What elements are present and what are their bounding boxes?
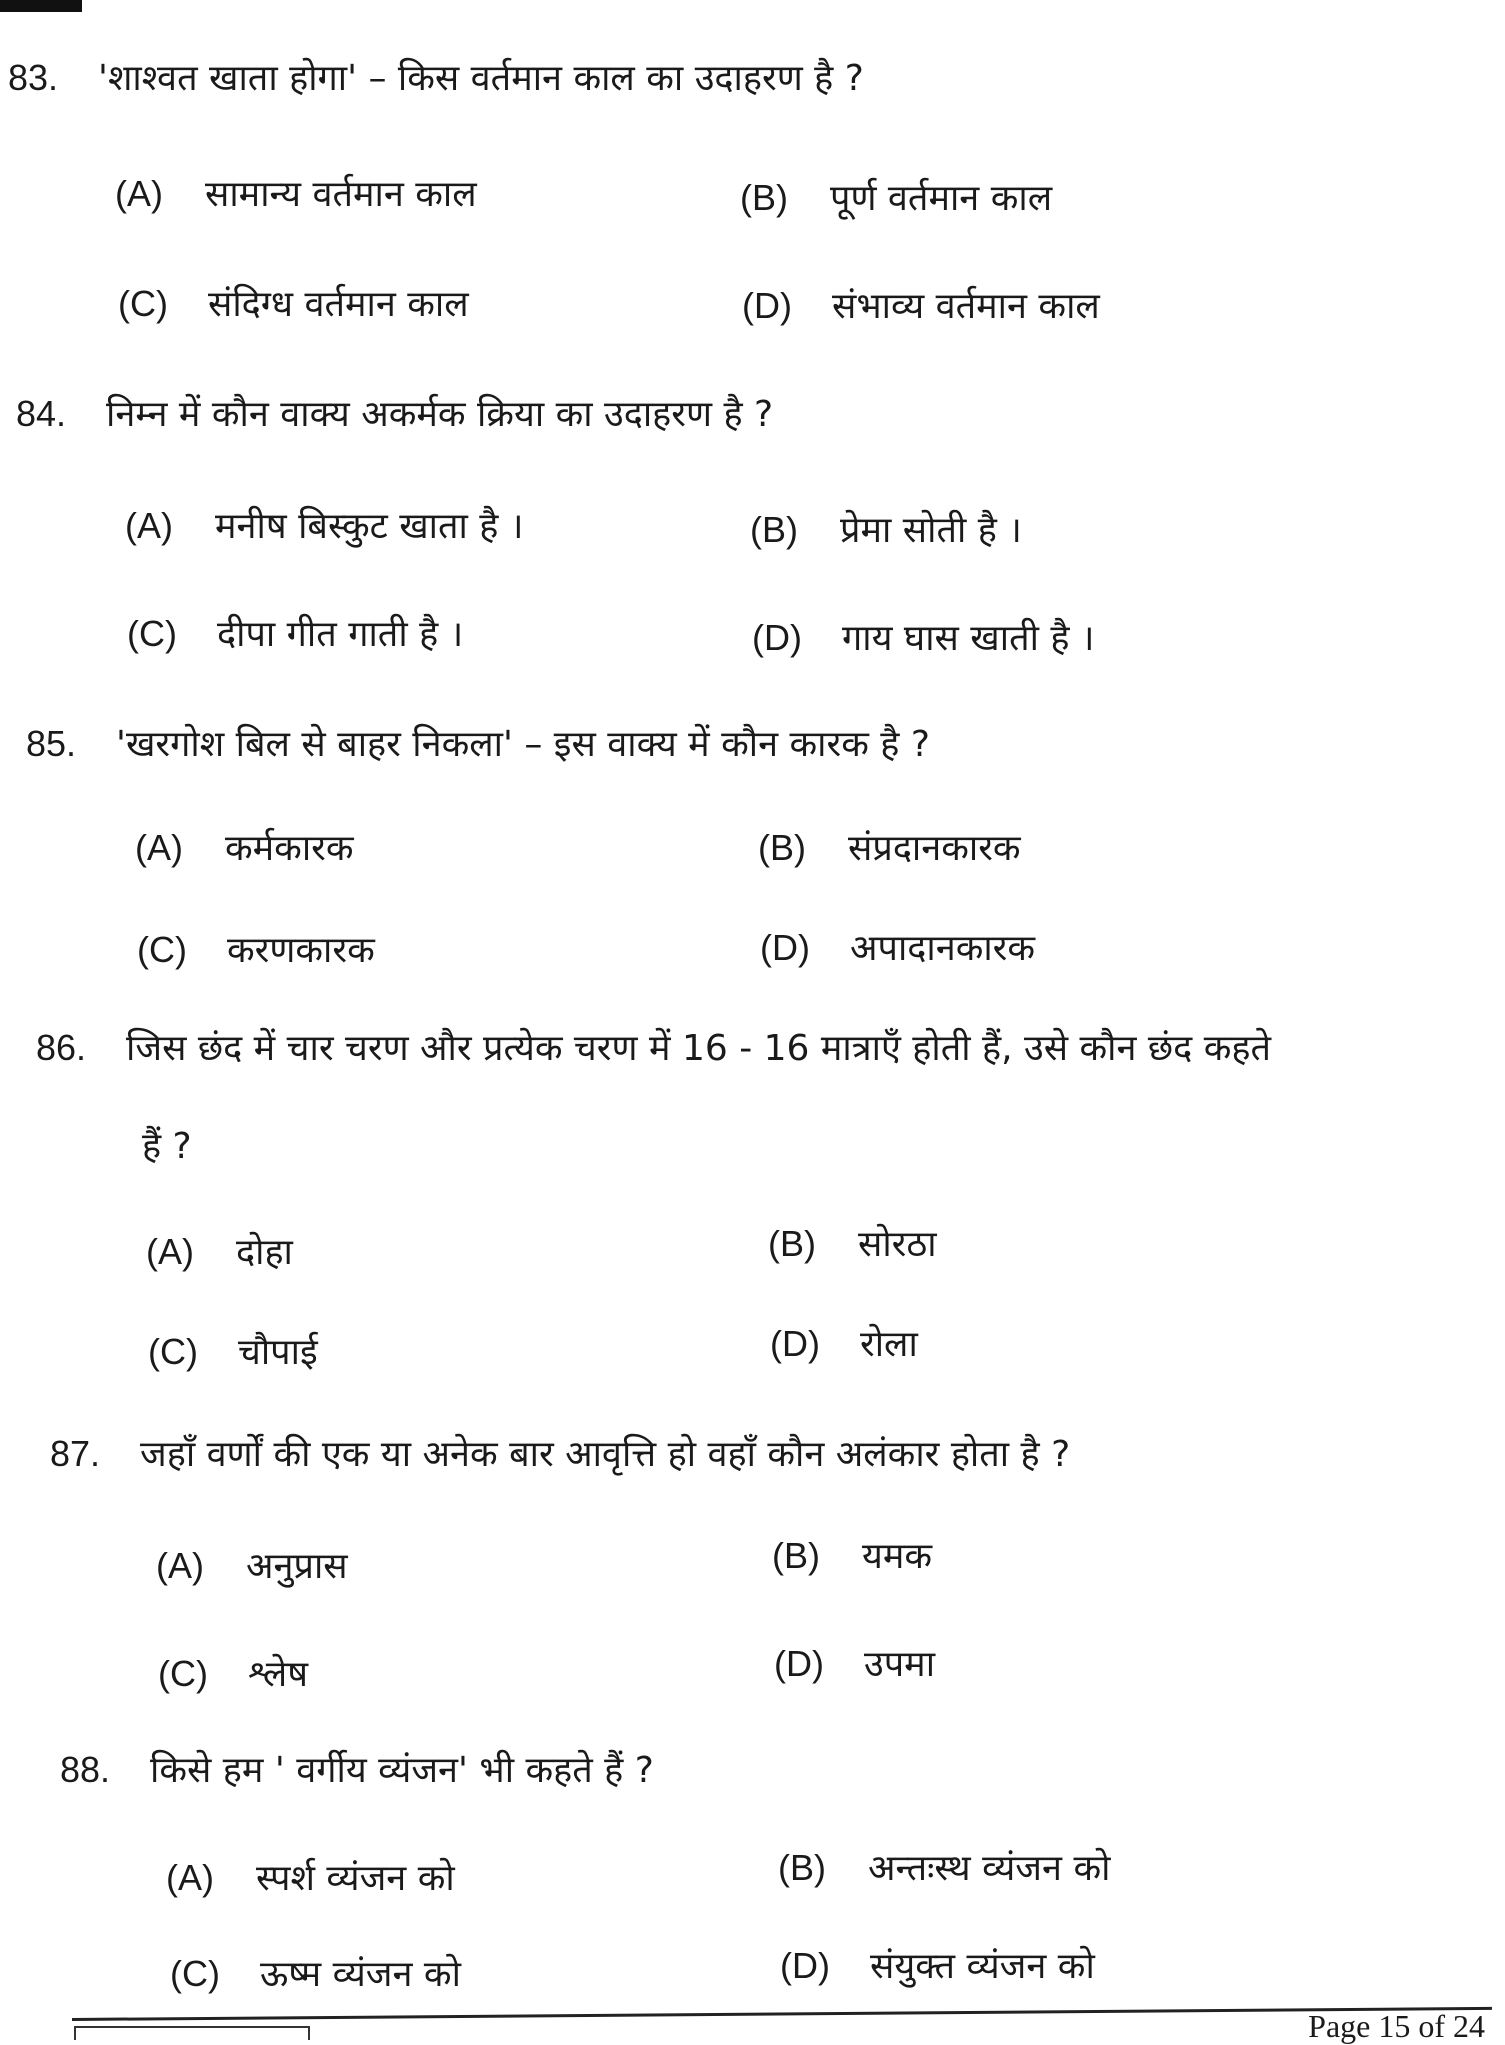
question-85: 85. 'खरगोश बिल से बाहर निकला' – इस वाक्य में कौन कारक है ?: [26, 723, 930, 765]
footer-box: [74, 2026, 310, 2040]
q83-option-c: (C) संदिग्ध वर्तमान काल: [118, 283, 469, 325]
question-88: 88. किसे हम ' वर्गीय व्यंजन' भी कहते हैं ?: [60, 1749, 654, 1791]
question-86-continued: हैं ?: [142, 1126, 192, 1167]
page-number: Page 15 of 24: [1308, 2008, 1485, 2044]
q87-option-d: (D) उपमा: [774, 1643, 936, 1685]
q87-option-c: (C) श्लेष: [158, 1653, 309, 1695]
q87-option-b: (B) यमक: [772, 1535, 933, 1577]
q86-option-b: (B) सोरठा: [768, 1223, 937, 1265]
q88-option-b: (B) अन्तःस्थ व्यंजन को: [778, 1847, 1111, 1889]
question-83: 83. 'शाश्वत खाता होगा' – किस वर्तमान काल का उदाहरण है ?: [8, 57, 864, 99]
q88-option-d: (D) संयुक्त व्यंजन को: [780, 1945, 1095, 1987]
q84-option-c: (C) दीपा गीत गाती है ।: [127, 613, 464, 655]
q85-option-b: (B) संप्रदानकारक: [758, 827, 1021, 869]
q86-option-a: (A) दोहा: [146, 1231, 293, 1273]
q84-option-a: (A) मनीष बिस्कुट खाता है ।: [125, 505, 524, 547]
q85-option-d: (D) अपादानकारक: [760, 927, 1036, 969]
q84-option-b: (B) प्रेमा सोती है ।: [750, 509, 1022, 551]
question-87: 87. जहाँ वर्णों की एक या अनेक बार आवृत्ति हो वहाँ कौन अलंकार होता है ?: [50, 1433, 1071, 1475]
q88-option-c: (C) ऊष्म व्यंजन को: [170, 1953, 461, 1995]
q85-option-a: (A) कर्मकारक: [135, 827, 354, 869]
q83-option-a: (A) सामान्य वर्तमान काल: [115, 173, 477, 215]
q86-option-d: (D) रोला: [770, 1323, 918, 1365]
footer-divider: [72, 2007, 1492, 2021]
q83-option-d: (D) संभाव्य वर्तमान काल: [742, 285, 1100, 327]
q84-option-d: (D) गाय घास खाती है ।: [752, 617, 1095, 659]
corner-mark: [0, 0, 82, 12]
q87-option-a: (A) अनुप्रास: [156, 1545, 348, 1587]
q88-option-a: (A) स्पर्श व्यंजन को: [166, 1857, 455, 1899]
question-86: 86. जिस छंद में चार चरण और प्रत्येक चरण में 16 - 16 मात्राएँ होती हैं, उसे कौन छंद कहते: [36, 1027, 1272, 1069]
question-84: 84. निम्न में कौन वाक्य अकर्मक क्रिया का उदाहरण है ?: [16, 393, 774, 435]
q86-option-c: (C) चौपाई: [148, 1331, 318, 1373]
q85-option-c: (C) करणकारक: [137, 929, 375, 971]
q83-option-b: (B) पूर्ण वर्तमान काल: [740, 177, 1053, 219]
